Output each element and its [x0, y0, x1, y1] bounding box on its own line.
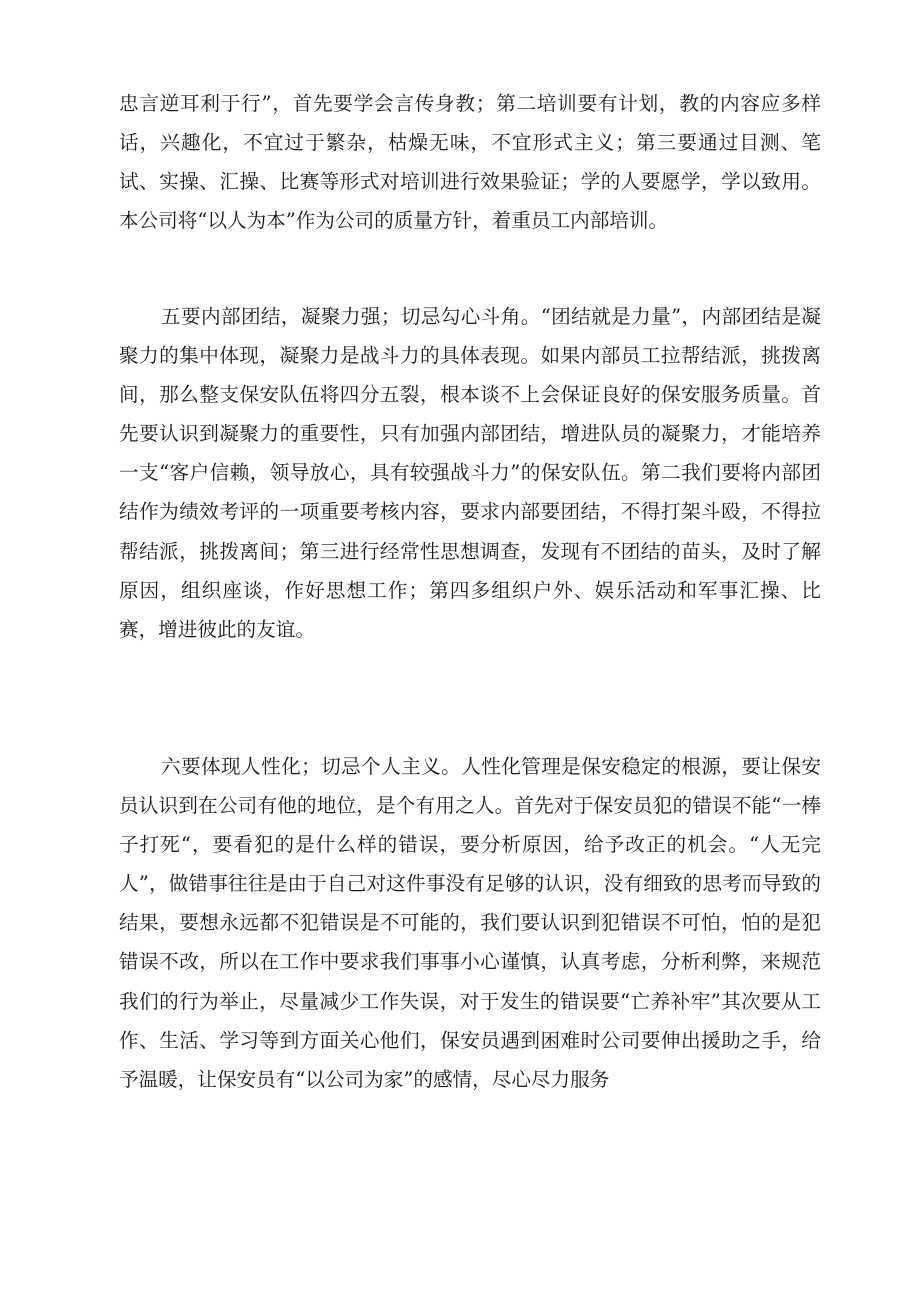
paragraph-training-continuation: 忠言逆耳利于行”，首先要学会言传身教；第二培训要有计划，教的内容应多样话，兴趣化，不宜过于繁杂，枯燥无味，不宜形式主义；第三要通过目测、笔试、实操、汇操、比赛等形式对培训进行效果验证；学的人要愿学，学以致用。本公司将“以人为本”作为公司的质量方针，着重员工内部培训。	[119, 92, 821, 233]
paragraph-humanized-management: 六要体现人性化；切忌个人主义。人性化管理是保安稳定的根源，要让保安员认识到在公司有他的地位，是个有用之人。首先对于保安员犯的错误不能“一棒子打死“，要看犯的是什么样的错误，要分析原因，给予改正的机会。“人无完人”，做错事往往是由于自己对这件事没有足够的认识，没有细致的思考而导致的结果，要想永远都不犯错误是不可能的，我们要认识到犯错误不可怕，怕的是犯错误不改，所以在工作中要求我们事事小心谨慎，认真考虑，分析利弊，来规范我们的行为举止，尽量减少工作失误，对于发生的错误要“亡养补牢”其次要从工作、生活、学习等到方面关心他们，保安员遇到困难时公司要伸出援助之手，给予温暖，让保安员有“以公司为家”的感情，尽心尽力服务	[119, 755, 821, 1091]
paragraph-internal-unity: 五要内部团结，凝聚力强；切忌勾心斗角。“团结就是力量”，内部团结是凝聚力的集中体现，凝聚力是战斗力的具体表现。如果内部员工拉帮结派，挑拨离间，那么整支保安队伍将四分五裂，根本谈不上会保证良好的保安服务质量。首先要认识到凝聚力的重要性，只有加强内部团结，增进队员的凝聚力，才能培养一支“客户信赖，领导放心，具有较强战斗力”的保安队伍。第二我们要将内部团结作为绩效考评的一项重要考核内容，要求内部要团结，不得打架斗殴，不得拉帮结派，挑拨离间；第三进行经常性思想调查，发现有不团结的苗头，及时了解原因，组织座谈，作好思想工作；第四多组织户外、娱乐活动和军事汇操、比赛，增进彼此的友谊。	[119, 305, 821, 641]
